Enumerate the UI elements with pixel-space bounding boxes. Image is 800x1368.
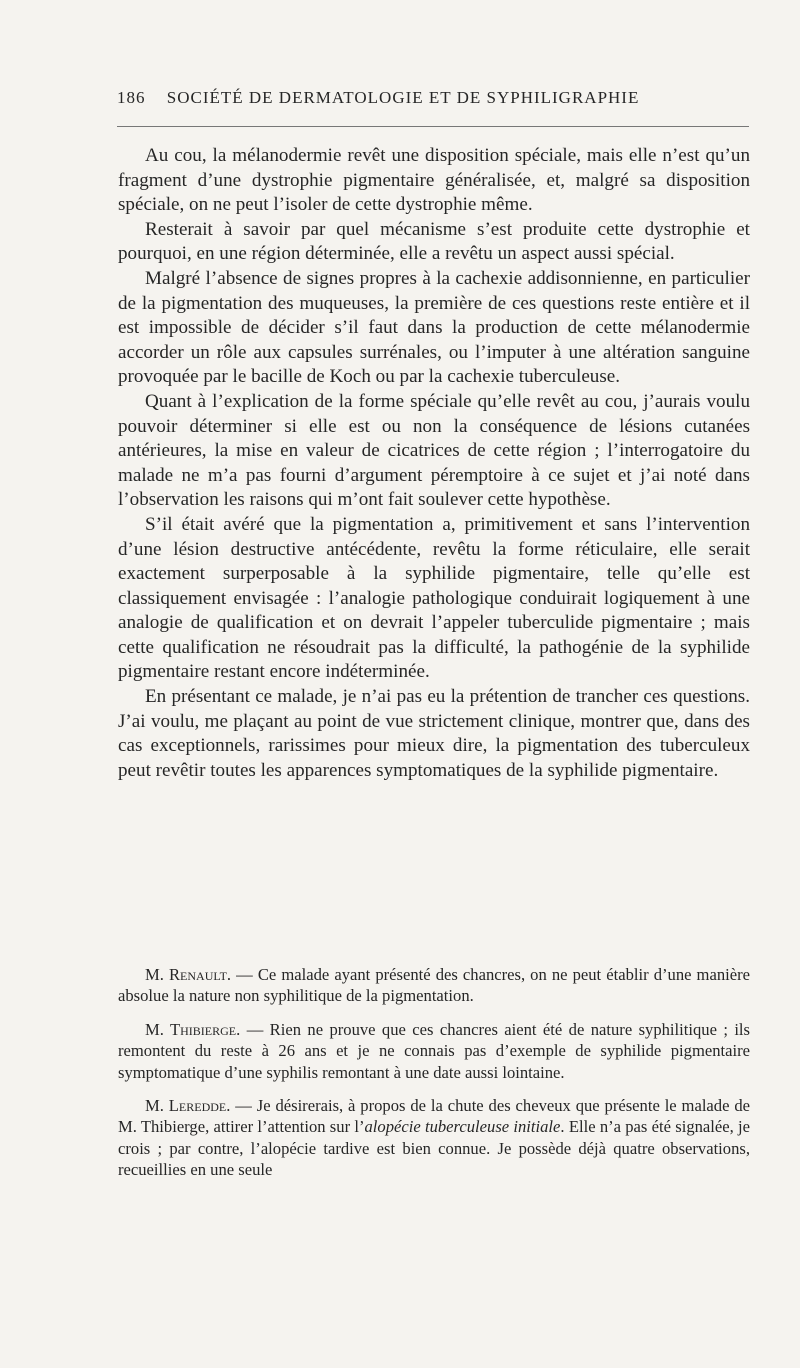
paragraph: Malgré l’absence de signes propres à la cachexie addisonnienne, en particulier de la pigmentation des muqueuses, la première de ces questions reste entière et il est impossible de décider s’il faut dans la production de cette mélanodermie accorder un rôle aux capsules surrénales, ou l’imputer à une altération sanguine provoquée par le bacille de Koch ou par la cachexie tuberculeuse. <box>118 267 750 388</box>
page-number: 186 <box>117 88 146 107</box>
paragraph: Quant à l’explication de la forme spéciale qu’elle revêt au cou, j’aurais voulu pouvoir déterminer si elle est ou non la conséquence de lésions cutanées antérieures, la mise en valeur de cicatrices de cette région ; l’interrogatoire du malade ne m’a pas fourni d’argument péremptoire à ce sujet et j’ai noté dans l’observation les raisons qui m’ont fait soulever cette hypothèse. <box>118 390 750 511</box>
italic-term: alopécie tuberculeuse initiale <box>364 1117 561 1137</box>
discussion-remark <box>118 1095 750 1181</box>
remark-text: — Je désirerais, à propos de la chute des cheveux que présente le malade de M. Thibierge, attirer l’attention sur l’ <box>118 1096 750 1137</box>
paragraph: S’il était avéré que la pigmentation a, primitivement et sans l’intervention d’une lésion destructive antécédente, revêtu la forme réticulaire, elle serait exactement surperposable à la syphilide pigmentaire, telle qu’elle est classiquement envisagée : l’analogie pathologique conduirait logiquement à une analogie de qualification et on devrait l’appeler tuberculide pigmentaire ; mais cette qualification ne résoudrait pas la difficulté, la pathogénie de la syphilide pigmentaire restant encore indéterminée. <box>118 513 750 683</box>
remark-text: — Ce malade ayant présenté des chancres, on ne peut établir d’une manière absolue la nature non syphilitique de la pigmentation. <box>118 965 750 1006</box>
paragraph: En présentant ce malade, je n’ai pas eu la prétention de trancher ces questions. J’ai voulu, me plaçant au point de vue strictement clinique, montrer que, dans des cas exceptionnels, rarissimes pour mieux dire, la pigmentation des tuberculeux peut revêtir toutes les apparences symptomatiques de la syphilide pigmentaire. <box>118 686 750 781</box>
remark-text-continued: . Elle n’a pas été signalée, je crois ; par contre, l’alopécie tardive est bien connue. Je possède déjà quatre observations, recueillies en une seule <box>118 1117 750 1180</box>
running-title: SOCIÉTÉ DE DERMATOLOGIE ET DE SYPHILIGRAPHIE <box>166 88 640 107</box>
discussion-section <box>118 964 750 1193</box>
paragraph: Resterait à savoir par quel mécanisme s’est produite cette dystrophie et pourquoi, en une région déterminée, elle a revêtu un aspect aussi spécial. <box>118 218 750 265</box>
header-rule <box>117 126 749 127</box>
remark-text: — Rien ne prouve que ces chancres aient été de nature syphilitique ; ils remontent du reste à 26 ans et je ne connais pas d’exemple de syphilide pigmentaire symptomatique d’une syphilis remontant à une date aussi lointaine. <box>118 1019 751 1082</box>
speaker-name: M. Thibierge. <box>145 1019 241 1039</box>
discussion-remark <box>118 1019 750 1083</box>
main-text <box>118 144 750 783</box>
paragraph: Au cou, la mélanodermie revêt une disposition spéciale, mais elle n’est qu’un fragment d’une dystrophie pigmentaire généralisée, et, malgré sa disposition spéciale, on ne peut l’isoler de cette dystrophie même. <box>118 145 750 216</box>
discussion-remark <box>118 964 750 1007</box>
speaker-name: M. Leredde. <box>145 1096 231 1116</box>
speaker-name: M. Renault. <box>145 965 232 984</box>
running-header <box>117 88 737 108</box>
